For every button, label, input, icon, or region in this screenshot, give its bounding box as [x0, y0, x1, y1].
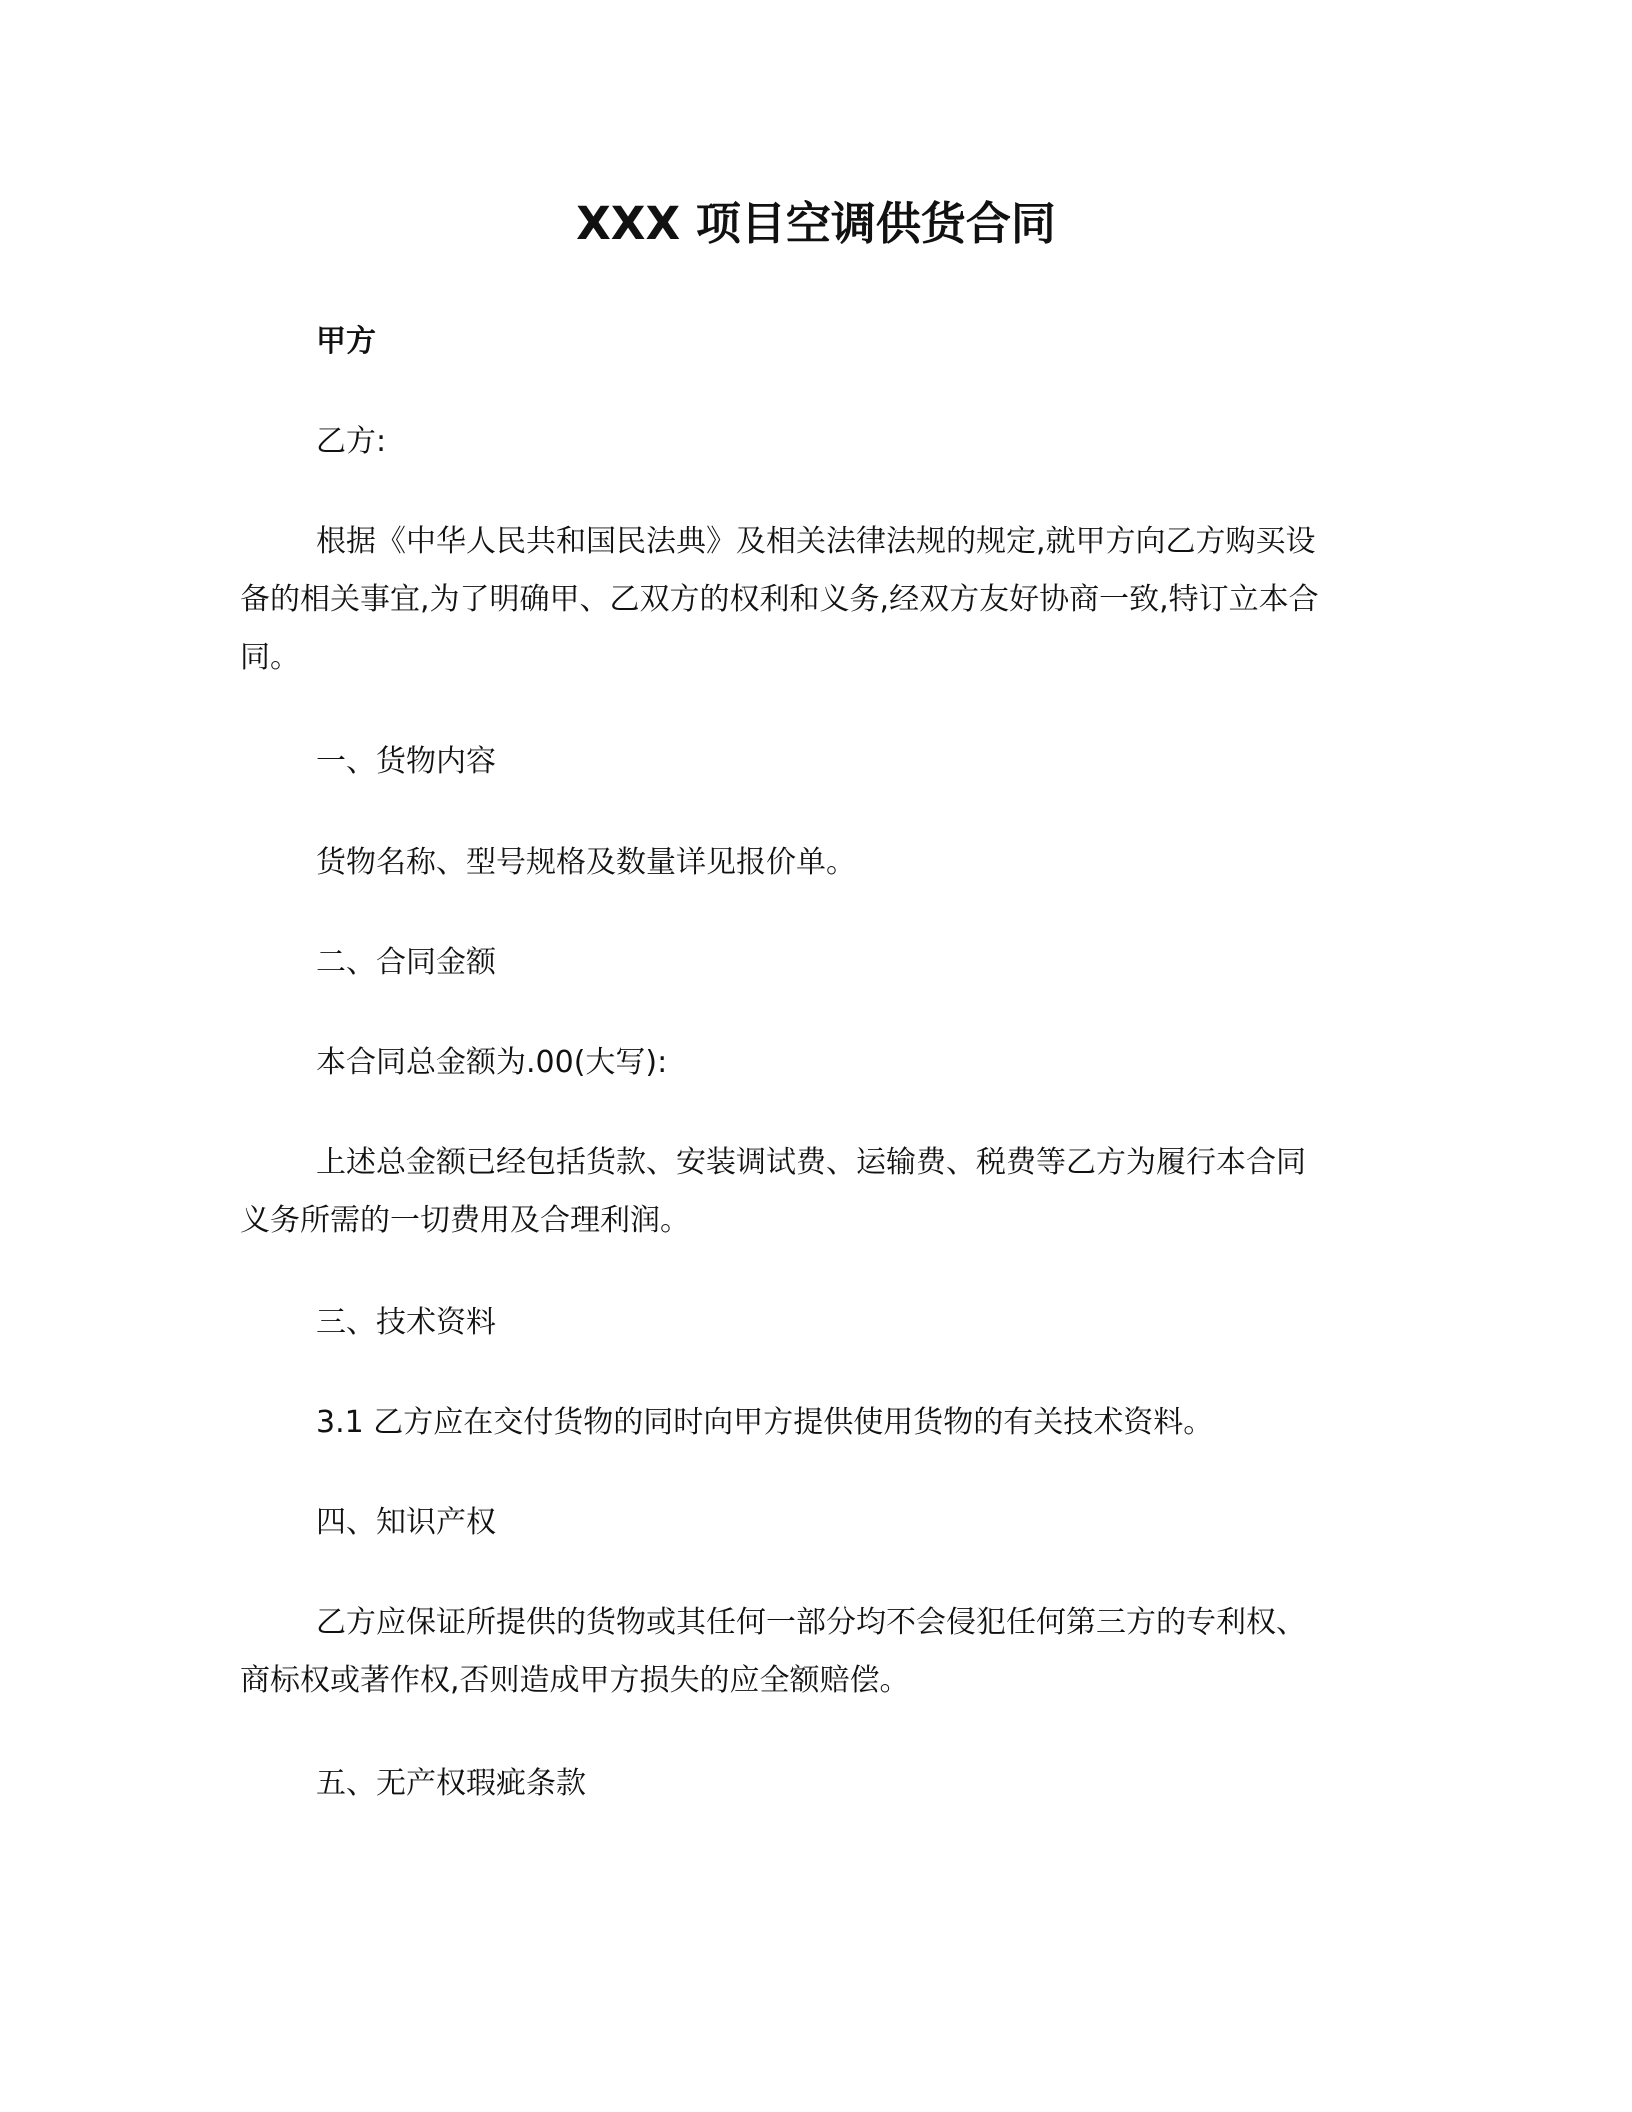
intro-line: 根据《中华人民共和国民法典》及相关法律法规的规定,就甲方向乙方购买设: [316, 524, 1316, 559]
section-body-technical: 3.1 乙方应在交付货物的同时向甲方提供使用货物的有关技术资料。: [316, 1405, 1214, 1440]
intro-line: 备的相关事宜,为了明确甲、乙双方的权利和义务,经双方友好协商一致,特订立本合: [240, 582, 1319, 617]
party-b-label: 乙方:: [316, 424, 387, 459]
intro-line: 同。: [240, 640, 300, 675]
section-heading-goods: 一、货物内容: [316, 744, 496, 779]
section-body-goods: 货物名称、型号规格及数量详见报价单。: [316, 845, 856, 880]
document-title: XXX 项目空调供货合同: [576, 197, 1056, 250]
amount-note-line: 上述总金额已经包括货款、安装调试费、运输费、税费等乙方为履行本合同: [316, 1145, 1306, 1180]
party-a-label: 甲方: [316, 324, 376, 359]
section-heading-ip: 四、知识产权: [316, 1505, 496, 1540]
amount-note-line: 义务所需的一切费用及合理利润。: [240, 1203, 690, 1238]
intro-paragraph: [240, 513, 1390, 687]
ip-line: 商标权或著作权,否则造成甲方损失的应全额赔偿。: [240, 1663, 910, 1698]
section-heading-technical: 三、技术资料: [316, 1305, 496, 1340]
ip-line: 乙方应保证所提供的货物或其任何一部分均不会侵犯任何第三方的专利权、: [316, 1605, 1306, 1640]
amount-note-paragraph: [240, 1134, 1390, 1250]
section-body-ip: [240, 1594, 1390, 1710]
section-body-amount: 本合同总金额为.00(大写):: [316, 1045, 668, 1080]
section-heading-title-defect: 五、无产权瑕疵条款: [316, 1766, 586, 1801]
section-heading-amount: 二、合同金额: [316, 945, 496, 980]
